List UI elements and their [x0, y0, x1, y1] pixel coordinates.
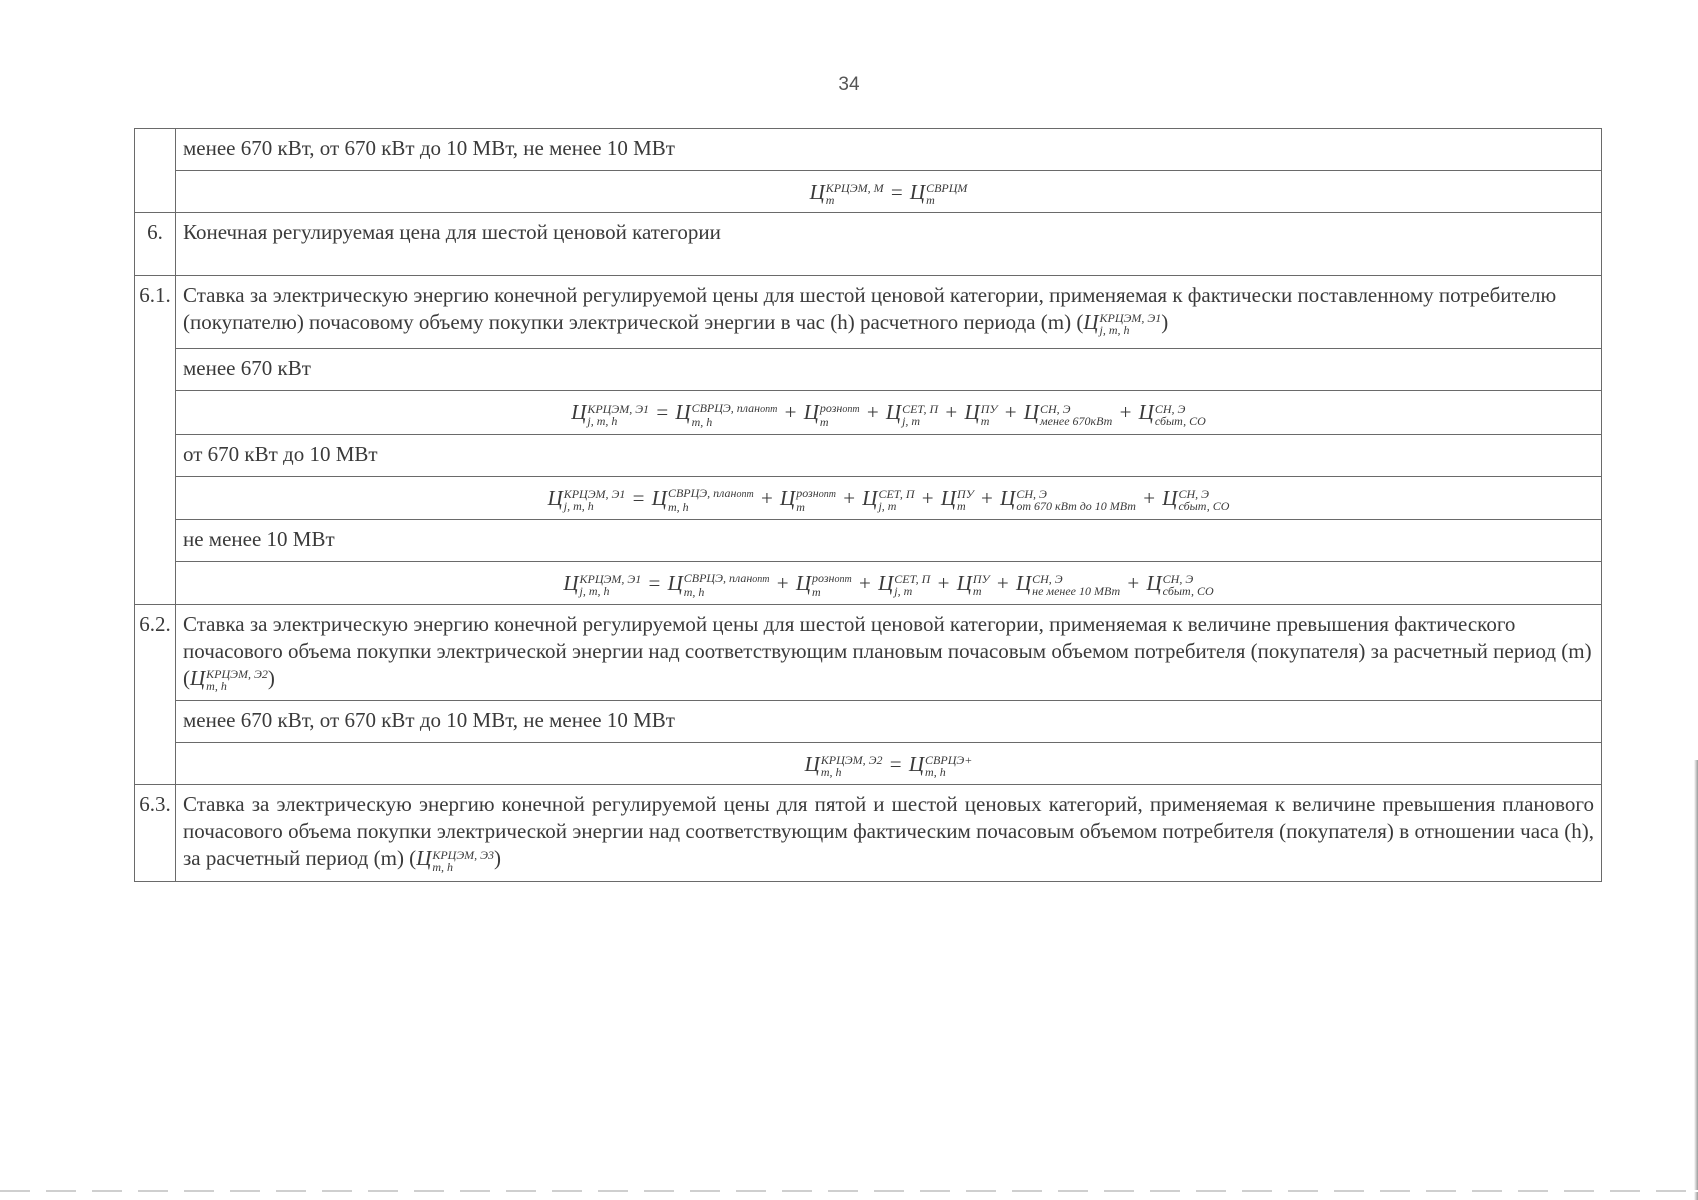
- formula-cell: Ц КРЦЭМ, Э1 j, m, h = Ц СВРЦЭ, планопт m, h + Ц рознопт m + Ц СЕТ, П j, m + Ц ПУ m + Ц СН, Э менее 670кВт + Ц СН, Э сбыт, СО: [176, 391, 1602, 434]
- table-row: [135, 743, 1602, 785]
- table-row: [135, 171, 1602, 213]
- table-row: [135, 391, 1602, 434]
- table-row: [135, 434, 1602, 476]
- page-number: 34: [838, 74, 860, 95]
- category-text: не менее 10 МВт: [176, 519, 1602, 561]
- category-text: от 670 кВт до 10 МВт: [176, 434, 1602, 476]
- row-title: Конечная регулируемая цена для шестой ценовой категории: [176, 213, 1602, 276]
- formula-cell: Ц КРЦЭМ, Э1 j, m, h = Ц СВРЦЭ, планопт m, h + Ц рознопт m + Ц СЕТ, П j, m + Ц ПУ m + Ц СН, Э от 670 кВт до 10 МВт + Ц СН, Э сбыт, СО: [176, 476, 1602, 519]
- table-row: [135, 519, 1602, 561]
- table-row: [135, 213, 1602, 276]
- formula-cell: Ц КРЦЭМ, Э1 j, m, h = Ц СВРЦЭ, планопт m, h + Ц рознопт m + Ц СЕТ, П j, m + Ц ПУ m + Ц СН, Э не менее 10 МВт + Ц СН, Э сбыт, СО: [176, 561, 1602, 604]
- price-table: [134, 128, 1602, 882]
- table-row: [135, 476, 1602, 519]
- formula-cell: Ц КРЦЭМ, М m = Ц СВРЦМ m: [176, 171, 1602, 213]
- row-number-cell: [135, 129, 176, 213]
- row-description: Ставка за электрическую энергию конечной регулируемой цены для шестой ценовой категории, применяемая к фактически поставленному потребителю (покупателю) почасовому объему покупки электрической энергии в час (h) расчетного периода (m) (Ц КРЦЭМ, Э1 j, m, h ): [176, 276, 1602, 349]
- table-row: [135, 276, 1602, 349]
- category-text: менее 670 кВт: [176, 349, 1602, 391]
- row-number: 6.2.: [135, 604, 176, 784]
- table-row: [135, 785, 1602, 881]
- table-row: [135, 561, 1602, 604]
- row-description: Ставка за электрическую энергию конечной регулируемой цены для шестой ценовой категории, применяемая к величине превышения фактического почасового объема покупки электрической энергии над соответствующим плановым почасовым объемом потребителя (покупателя) за расчетный период (m) (Ц КРЦЭМ, Э2 m, h ): [176, 604, 1602, 700]
- row-number: 6.3.: [135, 785, 176, 881]
- table-row: [135, 604, 1602, 700]
- formula-cell: Ц КРЦЭМ, Э2 m, h = Ц СВРЦЭ+ m, h: [176, 743, 1602, 785]
- category-text: менее 670 кВт, от 670 кВт до 10 МВт, не менее 10 МВт: [176, 129, 1602, 171]
- table-row: [135, 349, 1602, 391]
- row-number: 6.1.: [135, 276, 176, 605]
- category-text: менее 670 кВт, от 670 кВт до 10 МВт, не менее 10 МВт: [176, 701, 1602, 743]
- row-number: 6.: [135, 213, 176, 276]
- table-row: [135, 701, 1602, 743]
- scan-edge-shadow: [1694, 760, 1698, 1200]
- row-description: Ставка за электрическую энергию конечной регулируемой цены для пятой и шестой ценовых категорий, применяемая к величине превышения планового почасового объема покупки электрической энергии над соответствующим фактическим почасовым объемом потребителя (покупателя) в отношении часа (h), за расчетный период (m) (Ц КРЦЭМ, Э3 m, h ): [176, 785, 1602, 881]
- table-row: [135, 129, 1602, 171]
- scan-bottom-artifact: [0, 1190, 1698, 1192]
